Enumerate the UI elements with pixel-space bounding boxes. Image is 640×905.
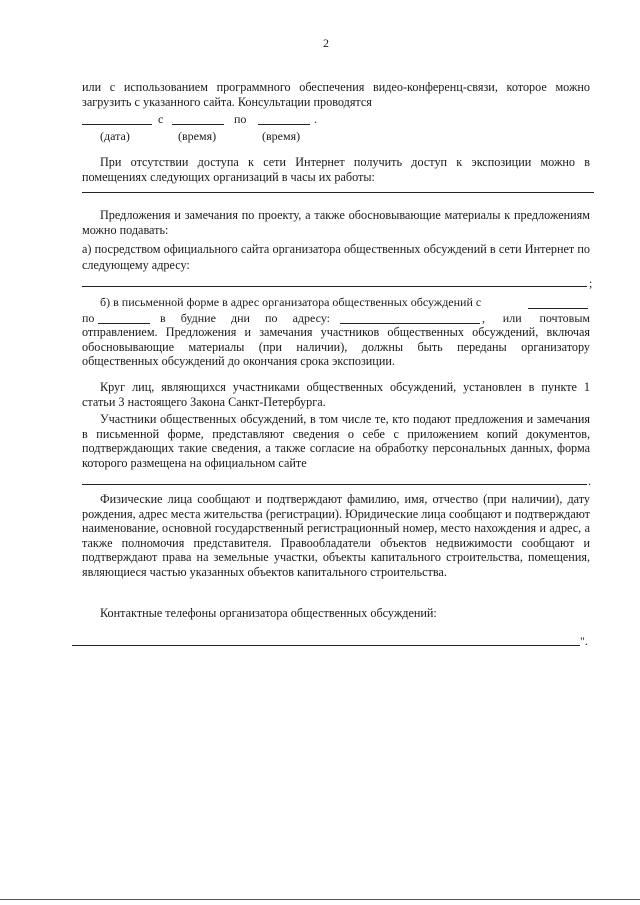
end-date-blank[interactable] bbox=[98, 323, 150, 324]
time-to-caption: (время) bbox=[262, 129, 301, 143]
start-date-blank[interactable] bbox=[528, 308, 588, 309]
para-contacts: Контактные телефоны организатора общественных обсуждений: bbox=[100, 606, 437, 620]
scan-bottom-edge bbox=[0, 899, 640, 900]
para-circle: Круг лиц, являющихся участниками общественных обсуждений, установлен в пункте 1 статьи 3 настоящего Закона Санкт-Петербурга. bbox=[82, 380, 590, 409]
item-b-weekdays: в будние дни по адресу: bbox=[160, 311, 330, 325]
item-b-rest: отправлением. Предложения и замечания участников общественных обсуждений, включая обосновывающие материалы (при наличии), должны быть переданы организатору общественных обсуждений до окончания срока экспозиции. bbox=[82, 325, 590, 369]
para-video: или с использованием программного обеспечения видео-конференц-связи, которое можно загрузить с указанного сайта. Консультации проводятся bbox=[82, 80, 590, 109]
participants-end: . bbox=[588, 474, 591, 488]
item-b-to: по bbox=[82, 311, 95, 325]
item-a-end: ; bbox=[589, 276, 593, 290]
contacts-blank[interactable] bbox=[72, 645, 580, 646]
date-caption: (дата) bbox=[100, 129, 130, 143]
para-no-internet: При отсутствии доступа к сети Интернет получить доступ к экспозиции можно в помещениях следующих организаций в часы их работы: bbox=[82, 155, 590, 184]
item-a: а) посредством официального сайта организатора общественных обсуждений в сети Интернет по следующему адресу: bbox=[82, 242, 590, 272]
official-site-blank[interactable] bbox=[82, 484, 587, 485]
contacts-end: ". bbox=[580, 634, 588, 648]
address-blank[interactable] bbox=[340, 323, 480, 324]
to-label: по bbox=[234, 112, 247, 126]
page-number: 2 bbox=[323, 36, 329, 50]
item-b-line1: б) в письменной форме в адрес организатора общественных обсуждений с bbox=[100, 295, 482, 309]
website-address-blank[interactable] bbox=[82, 286, 587, 287]
date-blank[interactable] bbox=[82, 124, 152, 125]
time-from-caption: (время) bbox=[178, 129, 217, 143]
time-to-blank[interactable] bbox=[258, 124, 310, 125]
para-individuals: Физические лица сообщают и подтверждают фамилию, имя, отчество (при наличии), дату рождения, адрес места жительства (регистрации). Юридические лица сообщают и подтверждают наименование, основной государственный регистрационный номер, место нахождения и адрес, а также полномочия представителя. Правообладатели объектов недвижимости сообщают и подтверждают права на земельные участки, объекты капитального строительства, помещения, являющиеся частью указанных объектов капитального строительства. bbox=[82, 492, 590, 579]
item-b-post: , или почтовым bbox=[482, 311, 590, 325]
time-from-blank[interactable] bbox=[172, 124, 224, 125]
from-label: с bbox=[158, 112, 164, 126]
para-participants: Участники общественных обсуждений, в том числе те, кто подают предложения и замечания в письменной форме, представляют сведения о себе с приложением копий документов, подтверждающих такие сведения, а также согласие на обработку персональных данных, форма которого размещена на официальном сайте bbox=[82, 412, 590, 470]
para-proposals: Предложения и замечания по проекту, а также обосновывающие материалы к предложениям можно подавать: bbox=[82, 208, 590, 237]
organizations-blank[interactable] bbox=[82, 192, 594, 193]
date-row-end: . bbox=[314, 112, 317, 126]
